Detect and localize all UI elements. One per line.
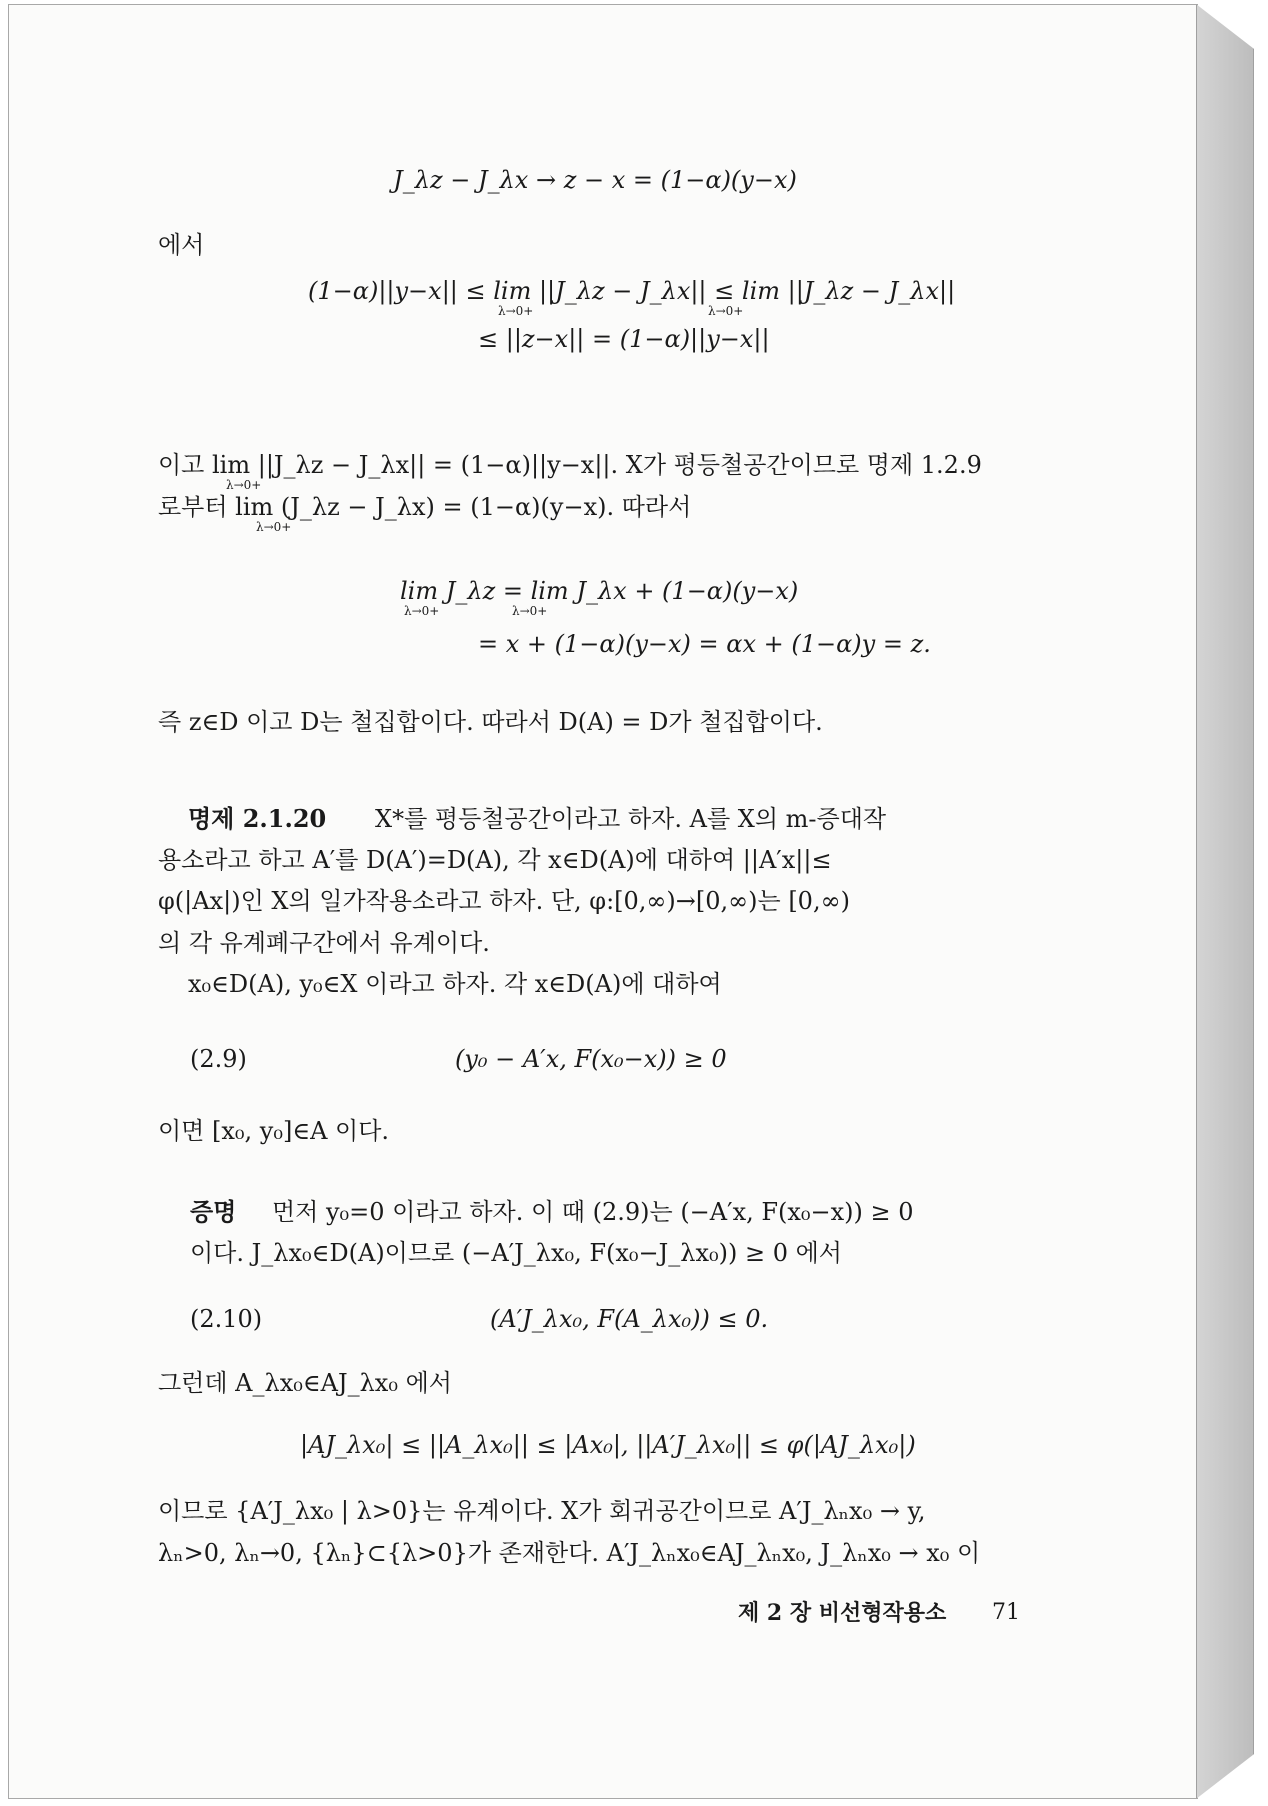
text-line: 이다. J_λx₀∈D(A)이므로 (−A′J_λx₀, F(x₀−J_λx₀)) ≥ 0 에서 xyxy=(190,1239,842,1267)
text-line: 의 각 유계폐구간에서 유계이다. xyxy=(158,929,490,957)
text-line: 이면 [x₀, y₀]∈A 이다. xyxy=(158,1117,390,1145)
text-line: 즉 z∈D 이고 D는 철집합이다. 따라서 D(A) = D가 철집합이다. xyxy=(158,708,823,736)
text-line: 용소라고 하고 A′를 D(A′)=D(A), 각 x∈D(A)에 대하여 ||A′x||≤ xyxy=(158,846,832,874)
equation-line: (y₀ − A′x, F(x₀−x)) ≥ 0 xyxy=(455,1045,727,1073)
text-line: X*를 평등철공간이라고 하자. A를 X의 m-증대작 xyxy=(375,805,887,833)
text-line: 그런데 A_λx₀∈AJ_λx₀ 에서 xyxy=(158,1369,452,1397)
equation-line: (A′J_λx₀, F(A_λx₀)) ≤ 0. xyxy=(490,1305,769,1333)
text-line: 에서 xyxy=(158,231,205,259)
text-line: φ(|Ax|)인 X의 일가작용소라고 하자. 단, φ:[0,∞)→[0,∞)는 [0,∞) xyxy=(158,887,850,915)
lim-subscript: λ→0+ xyxy=(404,604,440,618)
equation-line: lim J_λz = lim J_λx + (1−α)(y−x) xyxy=(400,577,799,605)
text-line: 이므로 {A′J_λx₀ | λ>0}는 유계이다. X가 회귀공간이므로 A′J_λₙx₀ → y, xyxy=(158,1497,926,1525)
lim-subscript: λ→0+ xyxy=(256,520,292,534)
text-line: λₙ>0, λₙ→0, {λₙ}⊂{λ>0}가 존재한다. A′J_λₙx₀∈AJ_λₙx₀, J_λₙx₀ → x₀ 이 xyxy=(158,1539,981,1567)
text-line: 먼저 y₀=0 이라고 하자. 이 때 (2.9)는 (−A′x, F(x₀−x)) ≥ 0 xyxy=(272,1198,914,1226)
lim-subscript: λ→0+ xyxy=(226,478,262,492)
text-line: 로부터 lim (J_λz − J_λx) = (1−α)(y−x). 따라서 xyxy=(158,493,692,521)
equation-line: ≤ ||z−x|| = (1−α)||y−x|| xyxy=(478,325,770,353)
lim-subscript: λ→0+ xyxy=(498,304,534,318)
equation-number: (2.10) xyxy=(190,1305,263,1333)
equation-line: (1−α)||y−x|| ≤ lim ||J_λz − J_λx|| ≤ lim ||J_λz − J_λx|| xyxy=(308,277,956,305)
page-number: 71 xyxy=(992,1600,1020,1625)
equation-line: = x + (1−α)(y−x) = αx + (1−α)y = z. xyxy=(478,630,931,658)
lim-subscript: λ→0+ xyxy=(708,304,744,318)
equation-line: J_λz − J_λx → z − x = (1−α)(y−x) xyxy=(393,166,797,194)
proof-label: 증명 xyxy=(190,1197,237,1226)
proposition-label: 명제 2.1.20 xyxy=(188,804,327,833)
equation-number: (2.9) xyxy=(190,1045,247,1073)
equation-line: |AJ_λx₀| ≤ ||A_λx₀|| ≤ |Ax₀|, ||A′J_λx₀|| ≤ φ(|AJ_λx₀|) xyxy=(300,1431,916,1459)
running-footer: 제 2 장 비선형작용소 xyxy=(738,1600,947,1626)
lim-subscript: λ→0+ xyxy=(512,604,548,618)
page-edge xyxy=(1196,4,1254,1799)
text-line: x₀∈D(A), y₀∈X 이라고 하자. 각 x∈D(A)에 대하여 xyxy=(188,970,722,998)
text-line: 이고 lim ||J_λz − J_λx|| = (1−α)||y−x||. X가 평등철공간이므로 명제 1.2.9 xyxy=(158,451,982,479)
